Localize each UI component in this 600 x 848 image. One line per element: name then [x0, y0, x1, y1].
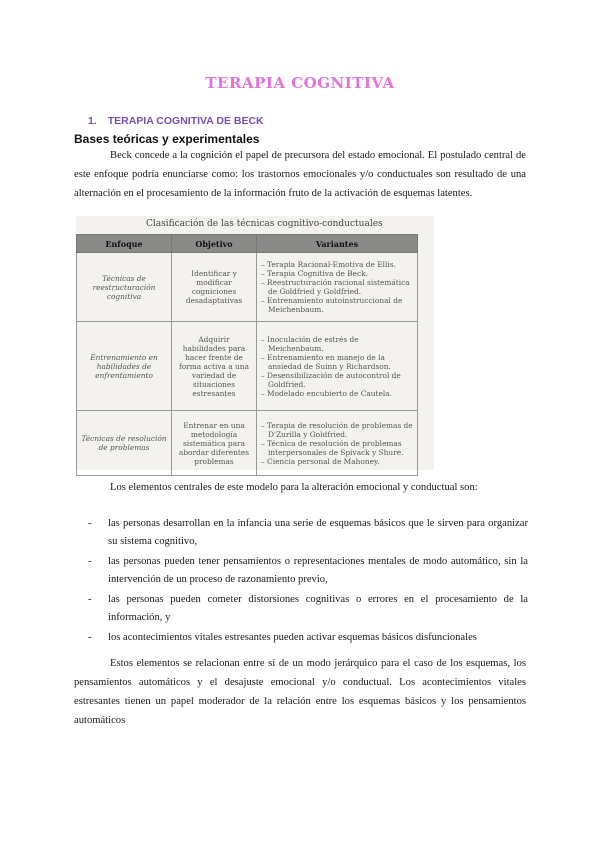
- list-marker: -: [88, 594, 92, 605]
- table-cell-objetivo: Entrenar en una metodología sistemática para abordar diferentes problemas: [172, 411, 257, 476]
- variant-item: – Reestructuración racional sistemática de Goldfried y Goldfried.: [261, 278, 410, 296]
- variant-item: – Terapia de resolución de problemas de D'Zurilla y Goldfried.: [261, 420, 413, 439]
- table-header-objetivo: Objetivo: [172, 235, 257, 253]
- table-row: [77, 253, 418, 322]
- paragraph-intro-text: Beck concede a la cognición el papel de precursora del estado emocional. El postulado central de este enfoque podría enunciarse como: los trastornos emocionales y/o conductuales son resultado de una alternación en el procesamiento de la información fruto de la activación de esquemas latentes.: [74, 150, 526, 199]
- section-number: 1.: [88, 115, 97, 127]
- variant-item: – Ciencia personal de Mahoney.: [261, 456, 380, 466]
- table-cell-variantes: [257, 411, 418, 476]
- variant-item: – Entrenamiento en manejo de la ansiedad de Suinn y Richardson.: [261, 352, 391, 371]
- variant-item: – Modelado encubierto de Cautela.: [261, 388, 393, 398]
- variant-item: – Inoculación de estrés de Meichenbaum.: [261, 334, 359, 353]
- table-header-enfoque: Enfoque: [77, 235, 172, 253]
- variant-item: – Entrenamiento autoinstruccional de Meichenbaum.: [261, 296, 403, 314]
- list-item-text: las personas pueden tener pensamientos o representaciones mentales de modo automático, sin la intervención de un proceso de razonamiento previo,: [108, 556, 528, 585]
- paragraph-relations-text: Estos elementos se relacionan entre sí de un modo jerárquico para el caso de los esquemas, los pensamientos automáticos y el desajuste emocional y/o conductual. Los acontecimientos vitales estresantes tienen un papel moderador de la relación entre los esquemas básicos y los pensamientos automáticos: [74, 658, 526, 726]
- list-item-text: las personas desarrollan en la infancia una serie de esquemas básicos que le sirven para organizar su sistema cognitivo,: [108, 518, 528, 547]
- table-cell-enfoque: Técnicas de resolución de problemas: [77, 411, 172, 476]
- table-figure: [76, 216, 434, 470]
- elements-list: [88, 515, 528, 649]
- list-item: [88, 553, 528, 589]
- table-row: [77, 322, 418, 411]
- list-item: [88, 591, 528, 627]
- list-marker: -: [88, 556, 92, 567]
- table-caption: Clasificación de las técnicas cognitivo-conductuales: [146, 219, 383, 229]
- paragraph-intro: [74, 146, 526, 203]
- table-cell-enfoque: Entrenamiento en habilidades de enfrentamiento: [77, 322, 172, 411]
- table-cell-variantes: [257, 322, 418, 411]
- table-cell-objetivo: Adquirir habilidades para hacer frente de forma activa a una variedad de situaciones estresantes: [172, 322, 257, 411]
- variant-item: – Terapia Cognitiva de Beck.: [261, 269, 369, 278]
- list-marker: -: [88, 518, 92, 529]
- list-marker: -: [88, 632, 92, 643]
- paragraph-elements: [74, 478, 526, 497]
- variant-item: – Terapia Racional-Emotiva de Ellis.: [261, 260, 396, 269]
- table-header-variantes: Variantes: [257, 235, 418, 253]
- paragraph-elements-text: Los elementos centrales de este modelo para la alteración emocional y conductual son:: [110, 482, 478, 493]
- variant-item: – Desensibilización de autocontrol de Goldfried.: [261, 370, 401, 389]
- table-cell-objetivo: Identificar y modificar cogniciones desadaptativas: [172, 253, 257, 322]
- list-item: [88, 629, 528, 647]
- section-title: TERAPIA COGNITIVA DE BECK: [107, 115, 264, 127]
- list-item: [88, 515, 528, 551]
- table-row: [77, 411, 418, 476]
- table-cell-variantes: [257, 253, 418, 322]
- techniques-table: [76, 234, 418, 476]
- paragraph-relations: [74, 654, 526, 730]
- document-title: TERAPIA COGNITIVA: [205, 74, 395, 92]
- variant-item: – Técnica de resolución de problemas interpersonales de Spivack y Shure.: [261, 438, 404, 457]
- list-item-text: las personas pueden cometer distorsiones cognitivas o errores en el procesamiento de la información, y: [108, 594, 528, 623]
- subheading: Bases teóricas y experimentales: [74, 132, 260, 146]
- table-cell-enfoque: Técnicas de reestructuración cognitiva: [77, 253, 172, 322]
- section-heading: [88, 115, 264, 127]
- list-item-text: los acontecimientos vitales estresantes pueden activar esquemas básicos disfuncionales: [108, 632, 477, 643]
